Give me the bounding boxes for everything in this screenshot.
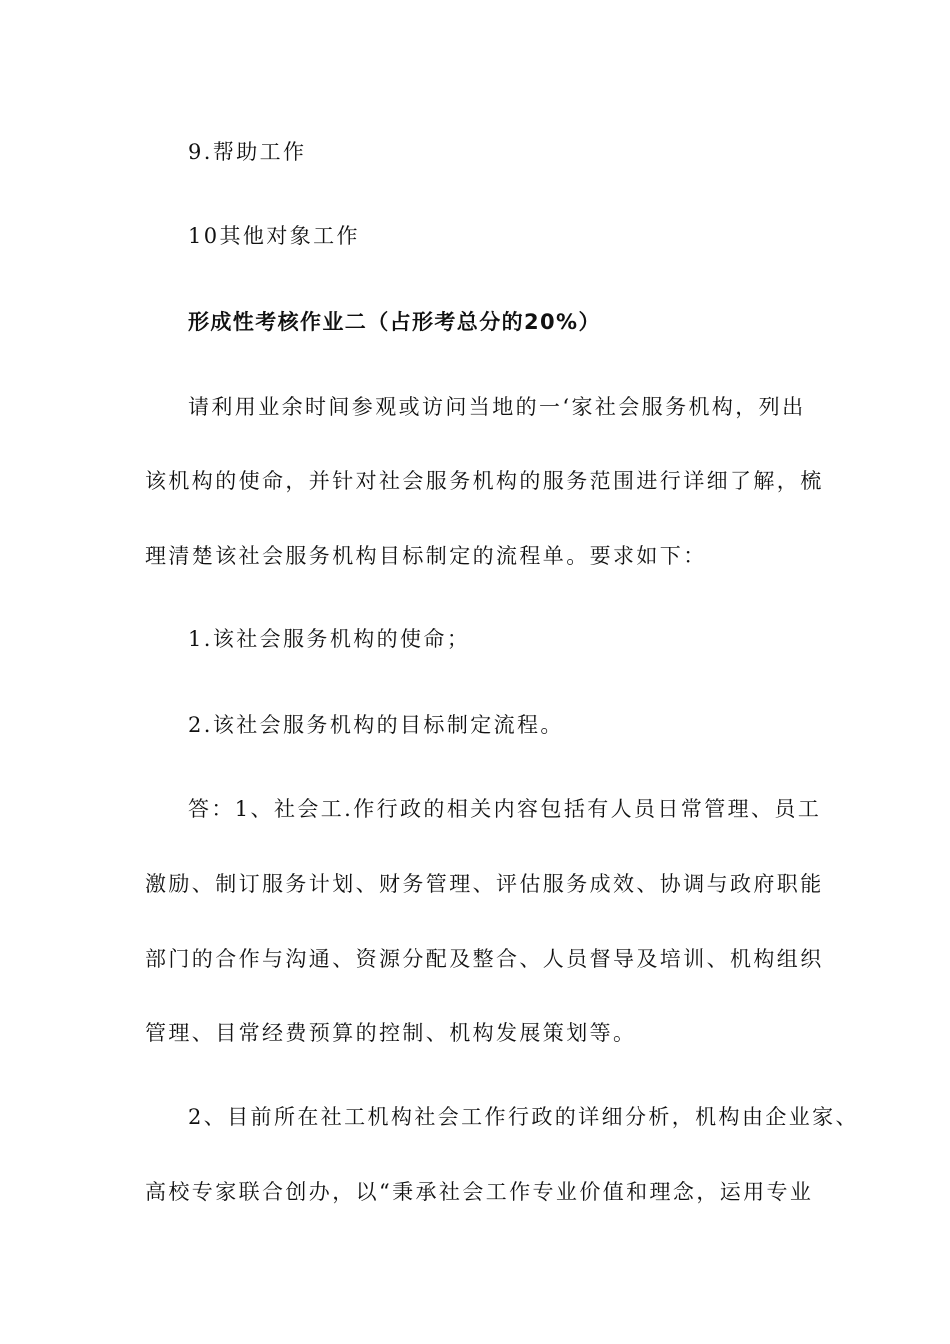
- paragraph-line: 该机构的使命，并针对社会服务机构的服务范围进行详细了解，梳: [145, 469, 824, 493]
- requirement-item-2: 2.该社会服务机构的目标制定流程。: [188, 713, 564, 737]
- list-item-10: 10其他对象工作: [188, 224, 360, 248]
- answer-line: 激励、制订服务计划、财务管理、评估服务成效、协调与政府职能: [145, 872, 824, 896]
- answer-line: 答：1、社会工.作行政的相关内容包括有人员日常管理、员工: [188, 797, 822, 821]
- requirement-item-1: 1.该社会服务机构的使命；: [188, 627, 471, 651]
- section-heading: 形成性考核作业二（占形考总分的20%）: [188, 310, 601, 334]
- answer-line: 部门的合作与沟通、资源分配及整合、人员督导及培训、机构组织: [145, 947, 824, 971]
- answer-line: 高校专家联合创办，以“秉承社会工作专业价值和理念，运用专业: [145, 1180, 814, 1204]
- paragraph-line: 理清楚该社会服务机构目标制定的流程单。要求如下：: [145, 544, 707, 568]
- answer-line: 管理、目常经费预算的控制、机构发展策划等。: [145, 1021, 637, 1045]
- answer-line: 2、目前所在社工机构社会工作行政的详细分析，机构由企业家、: [188, 1105, 859, 1129]
- paragraph-line: 请利用业余时间参观或访问当地的一‘家社会服务机构，列出: [188, 395, 806, 419]
- list-item-9: 9.帮助工作: [188, 140, 307, 164]
